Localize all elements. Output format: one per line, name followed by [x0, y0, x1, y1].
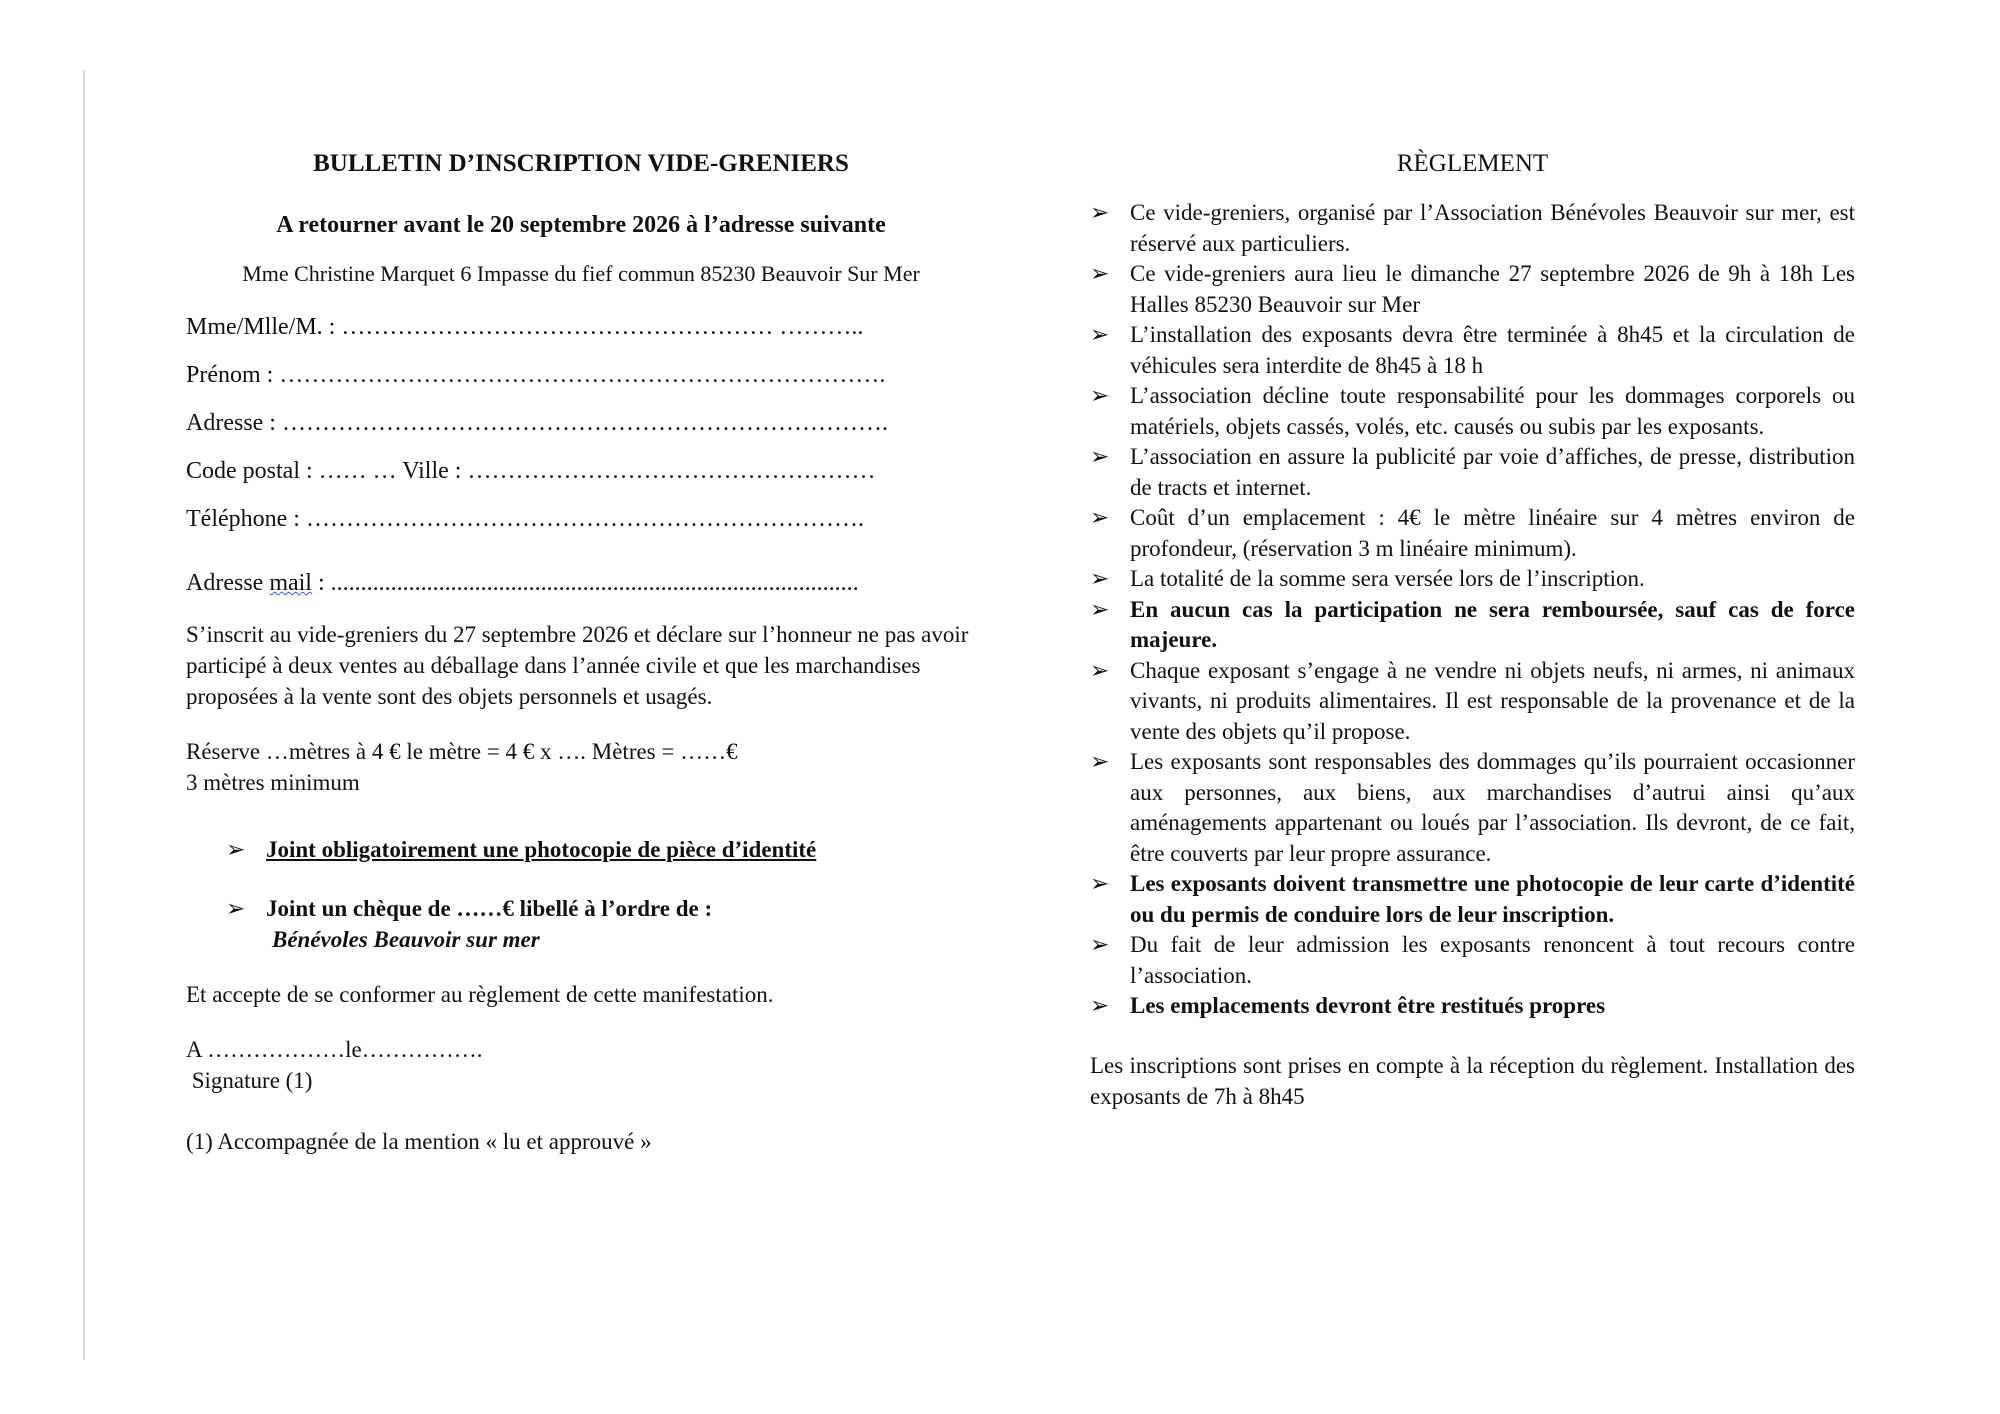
rule-item: ➢ La totalité de la somme sera versée lors de l’inscription.: [1090, 564, 1855, 595]
arrow-bullet-icon: ➢: [1090, 505, 1110, 530]
arrow-bullet-icon: ➢: [1090, 993, 1110, 1018]
arrow-bullet-icon: ➢: [1090, 596, 1110, 622]
cheque-payee: Bénévoles Beauvoir sur mer: [272, 927, 540, 952]
footnote: (1) Accompagnée de la mention « lu et approuvé »: [186, 1129, 652, 1154]
arrow-bullet-icon: ➢: [226, 837, 246, 862]
arrow-bullet-icon: ➢: [1090, 200, 1110, 225]
email-word: mail: [269, 570, 312, 596]
arrow-bullet-icon: ➢: [1090, 566, 1110, 591]
arrow-bullet-icon: ➢: [1090, 444, 1110, 469]
arrow-bullet-icon: ➢: [1090, 383, 1110, 408]
form-subtitle: A retourner avant le 20 septembre 2026 à l’adresse suivante: [276, 212, 886, 238]
rules-column: [1090, 140, 1855, 1112]
field-email: [186, 571, 976, 595]
rule-item: ➢ Du fait de leur admission les exposants renoncent à tout recours contre l’association.: [1090, 932, 1855, 988]
field-civility: Mme/Mlle/M. : ……………………………………………… ………..: [186, 314, 864, 340]
arrow-bullet-icon: ➢: [1090, 749, 1110, 774]
email-label: Adresse: [186, 570, 270, 596]
rule-item: ➢ En aucun cas la participation ne sera remboursée, sauf cas de force majeure.: [1090, 596, 1855, 652]
rule-item: ➢ L’association en assure la publicité par voie d’affiches, de presse, distribution de tracts et internet.: [1090, 444, 1855, 500]
email-dots: : ........................................................................................: [311, 570, 859, 596]
arrow-bullet-icon: ➢: [1090, 657, 1110, 683]
bullet-cheque-text: Joint un chèque de ……€ libellé à l’ordre de :: [266, 896, 713, 921]
bullet-cheque: [226, 893, 976, 955]
bullet-identity-text: Joint obligatoirement une photocopie de pièce d’identité: [266, 837, 817, 862]
signature-block: [186, 1034, 976, 1096]
arrow-bullet-icon: ➢: [1090, 322, 1110, 347]
reserve-line: Réserve …mètres à 4 € le mètre = 4 € x …. Mètres = ……€: [186, 739, 738, 764]
rules-title: RÈGLEMENT: [1396, 150, 1549, 177]
rule-item: ➢ Les exposants doivent transmettre une photocopie de leur carte d’identité ou du permis de conduire lors de leur inscription.: [1090, 871, 1855, 927]
signature-label: Signature (1): [186, 1068, 313, 1093]
rule-item: ➢ Les emplacements devront être restitués propres: [1090, 991, 1855, 1022]
rule-item: ➢ Ce vide-greniers aura lieu le dimanche 27 septembre 2026 de 9h à 18h Les Halles 85230 Beauvoir sur Mer: [1090, 261, 1855, 317]
rules-footer: Les inscriptions sont prises en compte à la réception du règlement. Installation des exposants de 7h à 8h45: [1090, 1052, 1855, 1109]
rule-item: ➢ Chaque exposant s’engage à ne vendre ni objets neufs, ni armes, ni animaux vivants, ni produits alimentaires. Il est responsable de la provenance et de la vente des objets qu’il propose.: [1090, 657, 1855, 744]
field-address: Adresse : ………………………………………………………………….: [186, 410, 888, 436]
page-margin-line: [83, 70, 85, 1360]
declaration-text: S’inscrit au vide-greniers du 27 septembre 2026 et déclare sur l’honneur ne pas avoir participé à deux ventes au déballage dans l’année civile et que les marchandises proposées à la vente sont des objets personnels et usagés.: [186, 622, 969, 709]
rules-list: [1090, 198, 1855, 1022]
field-postal-city: Code postal : …… … Ville : ……………………………………………: [186, 458, 876, 484]
place-date-line: A ………………le…………….: [186, 1037, 483, 1062]
bullet-identity: [226, 834, 976, 865]
field-firstname: Prénom : ………………………………………………………………….: [186, 362, 886, 388]
accept-text: Et accepte de se conformer au règlement de cette manifestation.: [186, 982, 774, 1007]
form-title: BULLETIN D’INSCRIPTION VIDE-GRENIERS: [313, 150, 849, 177]
arrow-bullet-icon: ➢: [1090, 932, 1110, 957]
arrow-bullet-icon: ➢: [1090, 261, 1110, 286]
return-address: Mme Christine Marquet 6 Impasse du fief commun 85230 Beauvoir Sur Mer: [242, 261, 920, 286]
rule-item: ➢ Les exposants sont responsables des dommages qu’ils pourraient occasionner aux personnes, aux biens, aux marchandises d’autrui ainsi qu’aux aménagements appartenant ou loués par l’association. Ils devront, de ce fait, être couverts par leur propre assurance.: [1090, 749, 1855, 866]
registration-form-column: [186, 140, 976, 1157]
rule-item: ➢ L’association décline toute responsabilité pour les dommages corporels ou matériels, objets cassés, volés, etc. causés ou subis par les exposants.: [1090, 383, 1855, 439]
field-phone: Téléphone : …………………………………………………………….: [186, 506, 864, 532]
rule-item: ➢ L’installation des exposants devra être terminée à 8h45 et la circulation de véhicules sera interdite de 8h45 à 18 h: [1090, 322, 1855, 378]
rule-item: ➢ Coût d’un emplacement : 4€ le mètre linéaire sur 4 mètres environ de profondeur, (réservation 3 m linéaire minimum).: [1090, 505, 1855, 561]
rule-item: ➢ Ce vide-greniers, organisé par l’Association Bénévoles Beauvoir sur mer, est réservé aux particuliers.: [1090, 200, 1855, 256]
arrow-bullet-icon: ➢: [1090, 871, 1110, 896]
minimum-note: 3 mètres minimum: [186, 770, 360, 795]
arrow-bullet-icon: ➢: [226, 896, 246, 921]
reservation-block: [186, 736, 976, 798]
